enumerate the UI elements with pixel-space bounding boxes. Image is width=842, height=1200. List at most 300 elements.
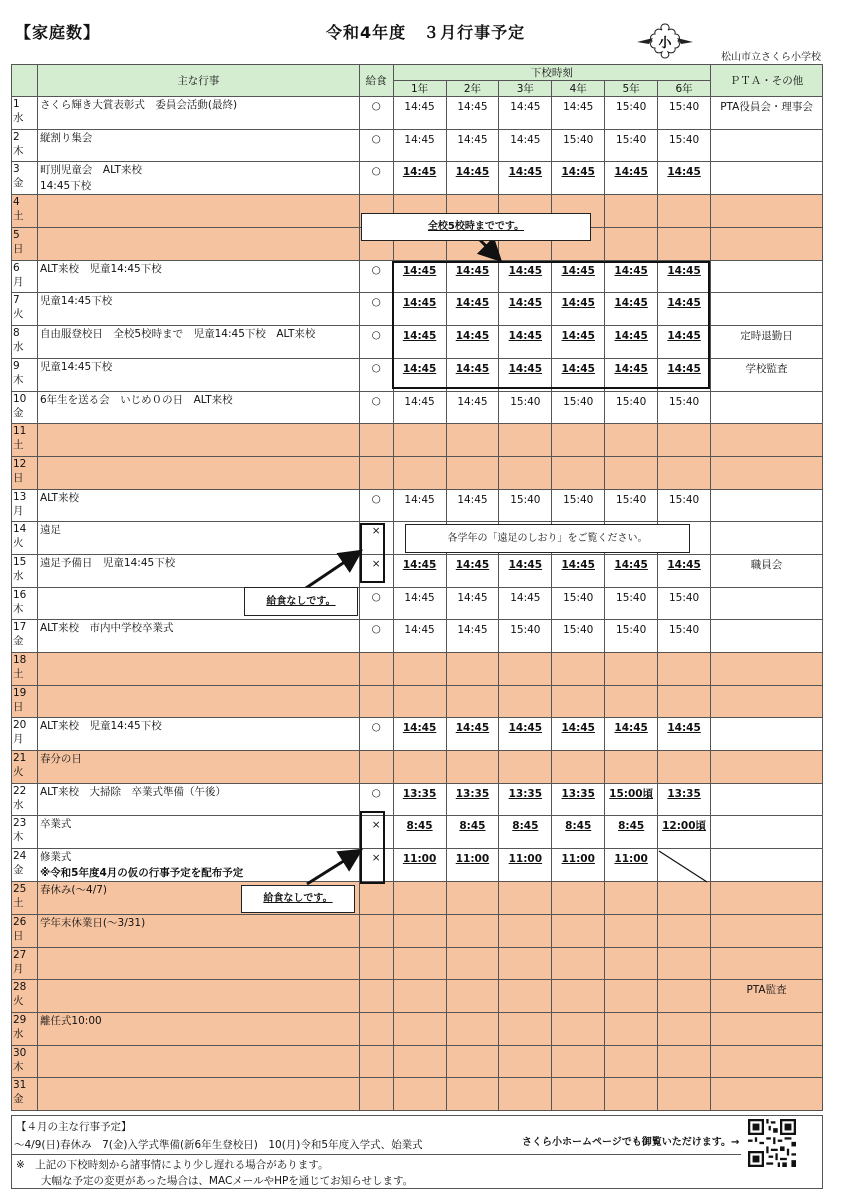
day-col-header: [12, 65, 38, 97]
footer-divider: [12, 1154, 741, 1155]
event-text: 遠足予備日 児童14:45下校: [39, 556, 176, 569]
pta-cell: [711, 228, 823, 261]
pta-cell: PTA役員会・理事会: [711, 97, 823, 130]
day-number: 21: [13, 752, 27, 765]
day-cell: [12, 1045, 38, 1078]
day-of-week: 土: [13, 439, 24, 452]
dismissal-time-grade-6: 14:45: [658, 718, 711, 751]
dismissal-time-grade-5: [605, 685, 658, 718]
schedule-row: [12, 718, 823, 751]
pta-cell: [711, 653, 823, 686]
event-text: 児童14:45下校: [39, 295, 113, 308]
lunch-cell: ○: [359, 587, 393, 620]
event-text: 遠足: [39, 524, 61, 537]
dismissal-time-grade-3: 14:45: [499, 162, 552, 195]
event-cell: [37, 358, 359, 391]
dismissal-time-grade-2: 14:45: [446, 554, 499, 587]
event-cell: [37, 554, 359, 587]
dismissal-time-grade-1: 8:45: [393, 816, 446, 849]
dismissal-col-header: 下校時刻: [393, 65, 710, 81]
dismissal-time-grade-1: 14:45: [393, 718, 446, 751]
day-cell: [12, 456, 38, 489]
dismissal-time-grade-2: 8:45: [446, 816, 499, 849]
schedule-row: [12, 554, 823, 587]
event-cell: [37, 947, 359, 980]
dismissal-time-grade-4: 14:45: [552, 293, 605, 326]
pta-cell: [711, 783, 823, 816]
dismissal-time-grade-6: 14:45: [658, 293, 711, 326]
dismissal-time-grade-4: [552, 424, 605, 457]
april-events: ～4/9(日)春休み 7(金)入学式準備(新6年生登校日) 10(月)令和5年度入学式、始業式: [14, 1139, 423, 1151]
day-cell: [12, 751, 38, 784]
dismissal-time-grade-5: [605, 195, 658, 228]
dismissal-time-grade-6: 15:40: [658, 391, 711, 424]
dismissal-time-grade-2: 14:45: [446, 162, 499, 195]
dismissal-time-grade-1: [393, 685, 446, 718]
lunch-cell: [359, 653, 393, 686]
lunch-cell: ○: [359, 620, 393, 653]
callout-5-period: 全校5校時までです。: [361, 213, 591, 241]
footer: [11, 1115, 823, 1189]
callout-no-lunch-2: 給食なしです。: [241, 885, 355, 913]
day-number: 22: [13, 784, 27, 797]
day-of-week: 日: [13, 700, 24, 713]
pta-cell: [711, 882, 823, 915]
day-number: 5: [13, 229, 20, 242]
pta-cell: [711, 1045, 823, 1078]
dismissal-time-grade-3: 14:45: [499, 587, 552, 620]
day-number: 31: [13, 1079, 27, 1092]
dismissal-time-grade-3: [499, 685, 552, 718]
dismissal-time-grade-5: 15:40: [605, 489, 658, 522]
day-cell: [12, 260, 38, 293]
dismissal-time-grade-1: 14:45: [393, 293, 446, 326]
pta-cell: [711, 1078, 823, 1111]
schedule-row: [12, 882, 823, 915]
schedule-row: [12, 162, 823, 195]
dismissal-time-grade-4: 15:40: [552, 129, 605, 162]
event-text: 町別児童会 ALT来校: [39, 164, 142, 177]
event-text: ALT来校: [39, 491, 79, 504]
pta-cell: [711, 816, 823, 849]
lunch-col-header: 給食: [359, 65, 393, 97]
dismissal-time-grade-5: 14:45: [605, 293, 658, 326]
dismissal-time-grade-3: 15:40: [499, 391, 552, 424]
dismissal-time-grade-2: 14:45: [446, 129, 499, 162]
dismissal-time-grade-5: 14:45: [605, 554, 658, 587]
day-cell: [12, 293, 38, 326]
dismissal-time-grade-6: [658, 914, 711, 947]
day-cell: [12, 816, 38, 849]
dismissal-time-grade-1: 14:45: [393, 162, 446, 195]
day-cell: [12, 1078, 38, 1111]
day-number: 2: [13, 130, 20, 143]
day-of-week: 木: [13, 373, 24, 386]
dismissal-time-grade-5: 14:45: [605, 260, 658, 293]
event-text: 学年末休業日(～3/31): [39, 916, 146, 929]
event-text: ALT来校 大掃除 卒業式準備（午後）: [39, 785, 226, 798]
day-of-week: 木: [13, 144, 24, 157]
pta-cell: [711, 489, 823, 522]
lunch-cell: ×: [359, 816, 393, 849]
event-text: [38, 1078, 359, 1079]
dismissal-time-grade-2: [446, 1078, 499, 1111]
page-title: 令和4年度 ３月行事予定: [326, 23, 526, 42]
grade-header-6: 6年: [658, 81, 711, 97]
dismissal-time-grade-3: 8:45: [499, 816, 552, 849]
event-text: [38, 195, 359, 196]
dismissal-time-grade-3: [499, 751, 552, 784]
event-cell: [37, 522, 359, 555]
day-cell: [12, 849, 38, 882]
day-of-week: 火: [13, 995, 24, 1008]
schedule-row: [12, 751, 823, 784]
dismissal-time-grade-1: [393, 947, 446, 980]
schedule-row: [12, 849, 823, 882]
day-of-week: 水: [13, 341, 24, 354]
dismissal-time-grade-2: 13:35: [446, 783, 499, 816]
dismissal-time-grade-5: [605, 947, 658, 980]
lunch-cell: ○: [359, 718, 393, 751]
pta-col-header: ＰＴＡ・その他: [711, 65, 823, 97]
day-number: 14: [13, 523, 27, 536]
schedule-row: [12, 587, 823, 620]
dismissal-time-grade-3: 14:45: [499, 326, 552, 359]
day-number: 11: [13, 425, 27, 438]
event-text: [38, 228, 359, 229]
dismissal-time-grade-4: [552, 685, 605, 718]
day-of-week: 月: [13, 504, 24, 517]
dismissal-time-grade-2: 14:45: [446, 620, 499, 653]
day-number: 17: [13, 621, 27, 634]
day-cell: [12, 1012, 38, 1045]
april-title: 【４月の主な行事予定】: [16, 1121, 132, 1133]
pta-cell: 学校監査: [711, 358, 823, 391]
dismissal-time-grade-6: 14:45: [658, 326, 711, 359]
event-cell: [37, 1045, 359, 1078]
day-number: 8: [13, 327, 20, 340]
day-of-week: 火: [13, 766, 24, 779]
dismissal-time-grade-5: [605, 424, 658, 457]
day-cell: [12, 424, 38, 457]
event-text: ALT来校 児童14:45下校: [39, 262, 162, 275]
day-of-week: 日: [13, 243, 24, 256]
dismissal-time-grade-6: 12:00頃: [658, 816, 711, 849]
dismissal-time-grade-4: [552, 751, 605, 784]
household-label: 【家庭数】: [15, 23, 101, 42]
schedule-row: [12, 980, 823, 1013]
day-cell: [12, 620, 38, 653]
dismissal-time-grade-1: [393, 980, 446, 1013]
pta-cell: [711, 947, 823, 980]
lunch-cell: ○: [359, 326, 393, 359]
dismissal-time-grade-4: [552, 980, 605, 1013]
day-number: 1: [13, 98, 20, 110]
day-number: 24: [13, 850, 27, 863]
day-number: 10: [13, 392, 27, 405]
day-cell: [12, 783, 38, 816]
schedule-row: [12, 947, 823, 980]
schedule-row: [12, 1045, 823, 1078]
pta-cell: [711, 587, 823, 620]
dismissal-time-grade-4: [552, 1012, 605, 1045]
day-of-week: 月: [13, 275, 24, 288]
dismissal-time-grade-4: [552, 914, 605, 947]
dismissal-time-grade-6: [658, 228, 711, 261]
dismissal-time-grade-6: 14:45: [658, 162, 711, 195]
homepage-note: さくら小ホームページでも御覧いただけます。→: [522, 1137, 740, 1148]
dismissal-time-grade-1: 14:45: [393, 326, 446, 359]
grade-header-3: 3年: [499, 81, 552, 97]
lunch-cell: ○: [359, 293, 393, 326]
dismissal-time-grade-2: [446, 653, 499, 686]
dismissal-time-grade-3: 15:40: [499, 620, 552, 653]
dismissal-time-grade-1: [393, 914, 446, 947]
pta-cell: [711, 1012, 823, 1045]
event-text: 春休み(～4/7): [39, 884, 108, 897]
dismissal-time-grade-5: 14:45: [605, 162, 658, 195]
lunch-cell: [359, 882, 393, 915]
day-of-week: 日: [13, 471, 24, 484]
pta-cell: [711, 195, 823, 228]
dismissal-time-grade-5: 15:40: [605, 587, 658, 620]
event-cell: [37, 228, 359, 261]
event-cell: [37, 195, 359, 228]
event-cell: [37, 1012, 359, 1045]
lunch-cell: ○: [359, 489, 393, 522]
pta-cell: [711, 260, 823, 293]
day-cell: [12, 718, 38, 751]
schedule-row: [12, 1012, 823, 1045]
dismissal-time-grade-6: 14:45: [658, 554, 711, 587]
schedule-page: [11, 14, 823, 1189]
dismissal-time-grade-4: 14:45: [552, 358, 605, 391]
event-cell: [37, 1078, 359, 1111]
dismissal-time-grade-6: [658, 882, 711, 915]
dismissal-time-grade-3: 14:45: [499, 260, 552, 293]
dismissal-time-grade-3: [499, 653, 552, 686]
dismissal-time-grade-6: 13:35: [658, 783, 711, 816]
day-of-week: 木: [13, 1060, 24, 1073]
dismissal-time-grade-1: [393, 882, 446, 915]
dismissal-time-grade-6: [658, 456, 711, 489]
event-text: [38, 457, 359, 458]
day-cell: [12, 358, 38, 391]
dismissal-time-grade-2: 14:45: [446, 489, 499, 522]
event-cell: [37, 816, 359, 849]
dismissal-time-grade-1: 14:45: [393, 129, 446, 162]
schedule-row: [12, 391, 823, 424]
grade-header-5: 5年: [605, 81, 658, 97]
pta-cell: [711, 129, 823, 162]
school-name: 松山市立さくら小学校: [721, 52, 821, 63]
dismissal-time-grade-6: [658, 947, 711, 980]
dismissal-time-grade-2: 14:45: [446, 391, 499, 424]
day-of-week: 月: [13, 962, 24, 975]
event-text: ALT来校 児童14:45下校: [39, 720, 162, 733]
schedule-row: [12, 914, 823, 947]
day-of-week: 金: [13, 864, 24, 877]
day-number: 27: [13, 948, 27, 961]
event-text-2: 14:45下校: [39, 180, 92, 193]
lunch-cell: [359, 947, 393, 980]
schedule-row: [12, 620, 823, 653]
day-of-week: 金: [13, 177, 24, 190]
note-2: 大幅な予定の変更があった場合は、MACメールやHPを通じてお知らせします。: [41, 1175, 414, 1187]
pta-cell: 定時退勤日: [711, 326, 823, 359]
dismissal-time-grade-2: 14:45: [446, 97, 499, 130]
lunch-cell: [359, 980, 393, 1013]
day-number: 9: [13, 359, 20, 372]
day-cell: [12, 228, 38, 261]
dismissal-time-grade-5: [605, 456, 658, 489]
lunch-cell: ○: [359, 358, 393, 391]
schedule-row: [12, 685, 823, 718]
dismissal-time-grade-3: 14:45: [499, 554, 552, 587]
dismissal-time-grade-5: [605, 653, 658, 686]
event-cell: [37, 751, 359, 784]
schedule-row: [12, 456, 823, 489]
day-number: 20: [13, 719, 27, 732]
day-of-week: 水: [13, 1027, 24, 1040]
dismissal-time-grade-3: 13:35: [499, 783, 552, 816]
dismissal-time-grade-4: 13:35: [552, 783, 605, 816]
dismissal-time-grade-1: 14:45: [393, 391, 446, 424]
event-cell: [37, 391, 359, 424]
dismissal-time-grade-1: 13:35: [393, 783, 446, 816]
day-cell: [12, 947, 38, 980]
dismissal-time-grade-3: [499, 914, 552, 947]
no-lunch-box-14-15: [360, 523, 385, 583]
day-of-week: 金: [13, 635, 24, 648]
event-cell: [37, 97, 359, 130]
grade-header-2: 2年: [446, 81, 499, 97]
day-cell: [12, 914, 38, 947]
lunch-cell: ○: [359, 783, 393, 816]
dismissal-time-grade-4: 14:45: [552, 326, 605, 359]
dismissal-time-grade-4: 15:40: [552, 587, 605, 620]
event-text: 自由服登校日 全校5校時まで 児童14:45下校 ALT来校: [39, 328, 316, 341]
dismissal-time-grade-5: 8:45: [605, 816, 658, 849]
day-of-week: 水: [13, 569, 24, 582]
pta-cell: [711, 162, 823, 195]
dismissal-time-grade-4: [552, 882, 605, 915]
dismissal-time-grade-3: 15:40: [499, 489, 552, 522]
event-text: [38, 980, 359, 981]
lunch-cell: [359, 456, 393, 489]
day-of-week: 水: [13, 112, 24, 124]
dismissal-time-grade-1: 14:45: [393, 97, 446, 130]
pta-cell: [711, 685, 823, 718]
dismissal-time-grade-6: 15:40: [658, 587, 711, 620]
event-cell: [37, 685, 359, 718]
dismissal-time-grade-4: 11:00: [552, 849, 605, 882]
pta-cell: PTA監査: [711, 980, 823, 1013]
qr-code-icon[interactable]: [748, 1119, 796, 1167]
event-text: [38, 653, 359, 654]
event-text: [38, 424, 359, 425]
day-of-week: 土: [13, 897, 24, 910]
event-text: 離任式10:00: [39, 1014, 102, 1027]
pta-cell: 職員会: [711, 554, 823, 587]
day-number: 7: [13, 294, 20, 307]
dismissal-time-grade-6: [658, 685, 711, 718]
day-number: 12: [13, 457, 27, 470]
dismissal-time-grade-6: [658, 653, 711, 686]
grade-header-4: 4年: [552, 81, 605, 97]
dismissal-time-grade-4: 14:45: [552, 554, 605, 587]
day-cell: [12, 522, 38, 555]
dismissal-time-grade-1: 14:45: [393, 260, 446, 293]
dismissal-time-grade-4: 15:40: [552, 620, 605, 653]
lunch-cell: [359, 1078, 393, 1111]
day-number: 25: [13, 883, 27, 896]
page-header: [11, 14, 823, 64]
dismissal-time-grade-1: 14:45: [393, 358, 446, 391]
event-cell: [37, 653, 359, 686]
dismissal-time-grade-6: 15:40: [658, 129, 711, 162]
event-cell: [37, 456, 359, 489]
day-cell: [12, 653, 38, 686]
event-text: 児童14:45下校: [39, 360, 113, 373]
highlight-box-14-45: [392, 261, 710, 389]
event-cell: [37, 783, 359, 816]
pta-cell: [711, 849, 823, 882]
day-number: 6: [13, 261, 20, 274]
day-cell: [12, 195, 38, 228]
dismissal-time-grade-6: [658, 751, 711, 784]
dismissal-time-grade-3: 14:45: [499, 97, 552, 130]
dismissal-time-grade-3: [499, 1045, 552, 1078]
dismissal-time-grade-5: 15:40: [605, 620, 658, 653]
event-cell: [37, 914, 359, 947]
day-of-week: 月: [13, 733, 24, 746]
schedule-row: [12, 129, 823, 162]
grade-header-1: 1年: [393, 81, 446, 97]
dismissal-time-grade-4: [552, 1045, 605, 1078]
event-text: [38, 1046, 359, 1047]
dismissal-time-grade-4: 15:40: [552, 489, 605, 522]
event-text: 6年生を送る会 いじめ０の日 ALT来校: [39, 393, 233, 406]
event-text: 卒業式: [39, 818, 72, 831]
schedule-row: [12, 653, 823, 686]
dismissal-time-grade-2: [446, 751, 499, 784]
day-of-week: 金: [13, 406, 24, 419]
schedule-row: [12, 816, 823, 849]
day-of-week: 金: [13, 1093, 24, 1106]
event-cell: [37, 293, 359, 326]
note-1: ※ 上記の下校時刻から諸事情により少し遅れる場合があります。: [16, 1159, 329, 1171]
dismissal-time-grade-4: [552, 1078, 605, 1111]
day-cell: [12, 587, 38, 620]
dismissal-time-grade-2: [446, 424, 499, 457]
dismissal-time-grade-4: [552, 947, 605, 980]
event-cell: [37, 260, 359, 293]
pta-cell: [711, 424, 823, 457]
lunch-cell: ○: [359, 162, 393, 195]
dismissal-time-grade-1: 11:00: [393, 849, 446, 882]
dismissal-time-grade-6: [658, 195, 711, 228]
school-logo-icon: [633, 20, 697, 60]
dismissal-time-grade-3: 14:45: [499, 293, 552, 326]
day-of-week: 土: [13, 668, 24, 680]
no-lunch-box-23-24: [360, 811, 385, 884]
day-of-week: 土: [13, 210, 24, 223]
day-number: 26: [13, 915, 27, 928]
dismissal-time-grade-2: 14:45: [446, 293, 499, 326]
day-cell: [12, 882, 38, 915]
day-number: 29: [13, 1013, 27, 1026]
